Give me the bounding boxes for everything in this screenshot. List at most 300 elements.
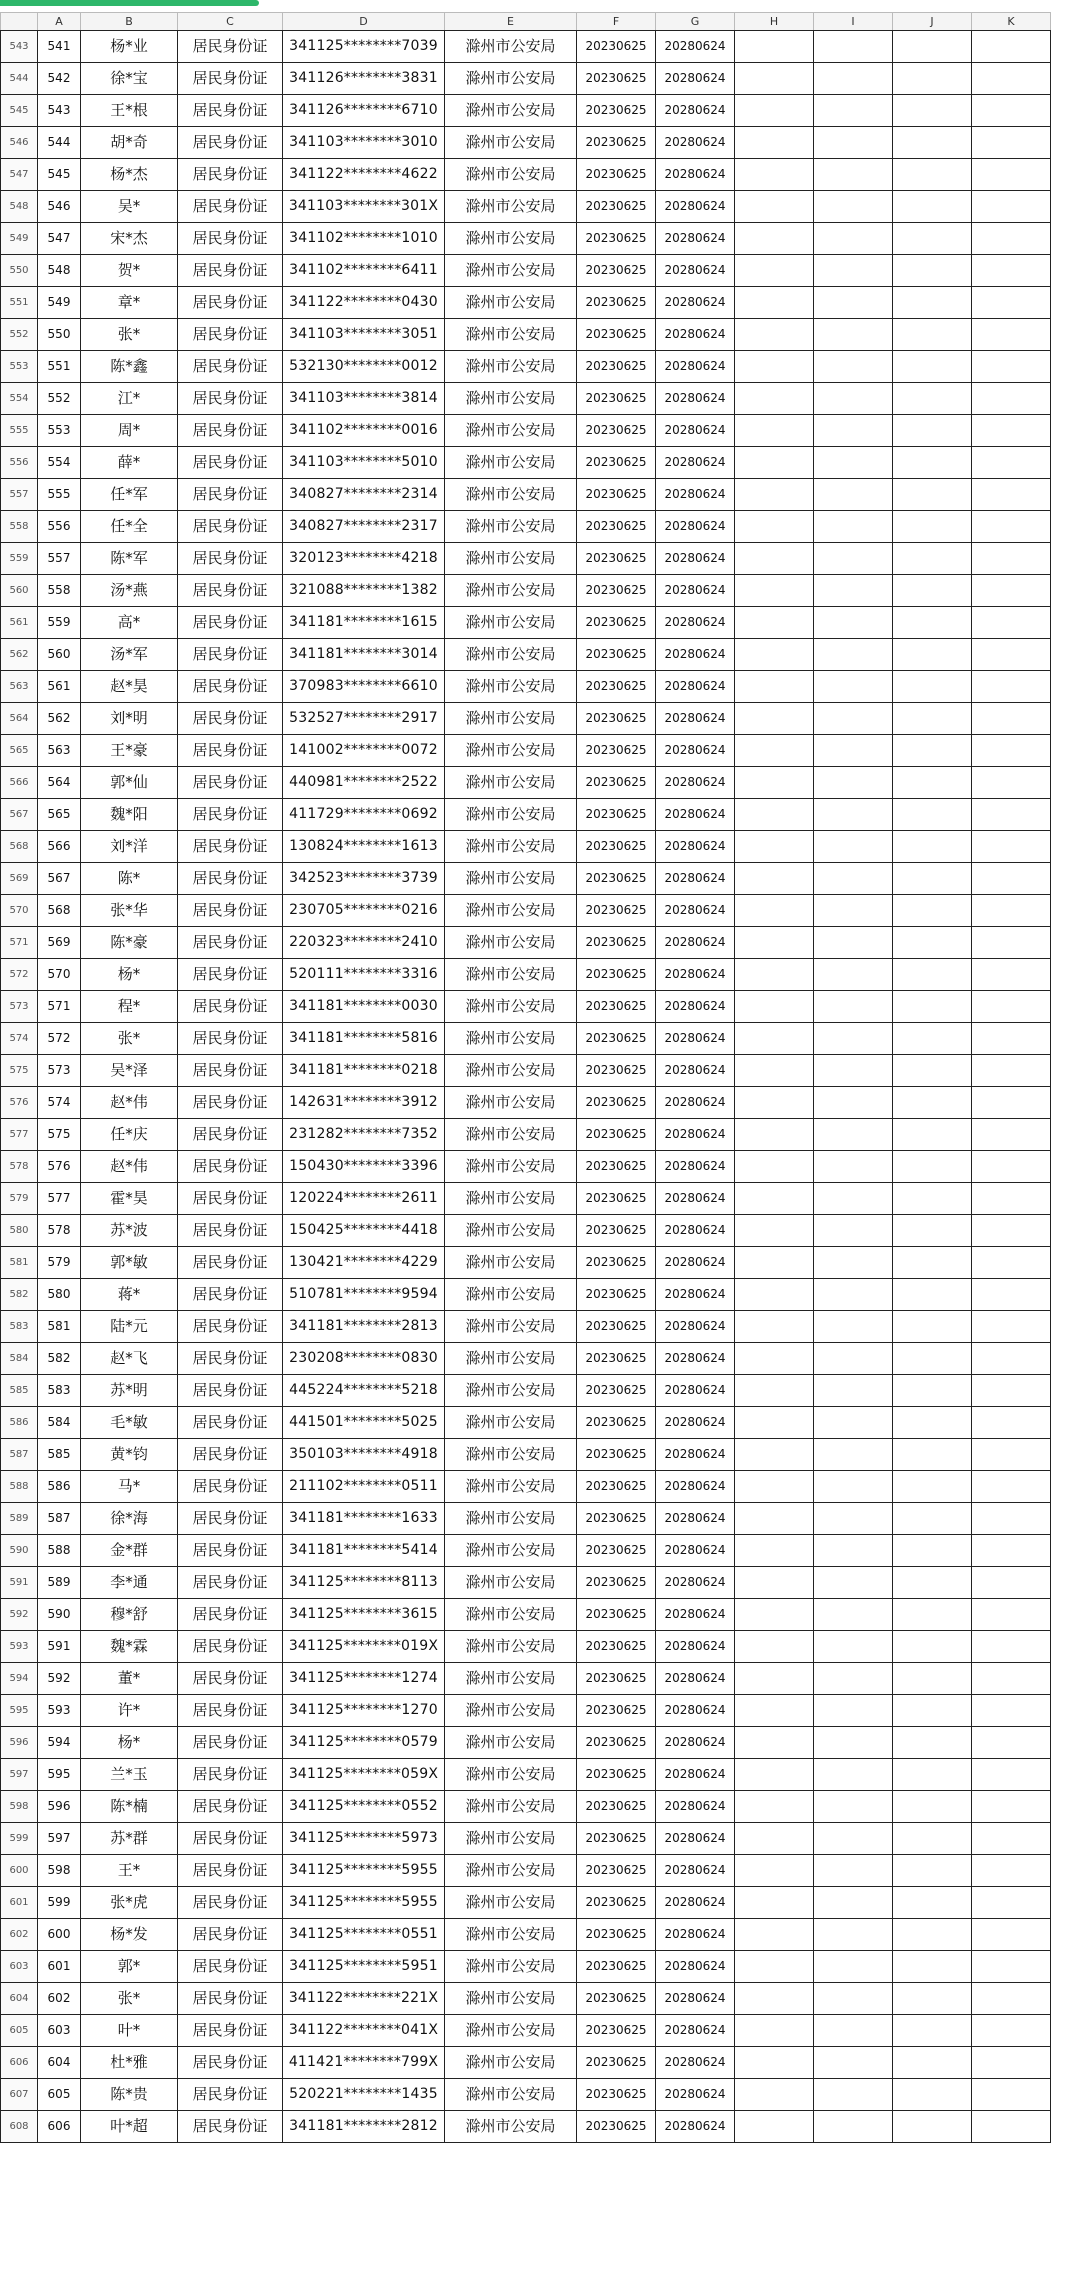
cell-c[interactable]: 居民身份证: [178, 1695, 283, 1727]
cell-c[interactable]: 居民身份证: [178, 2079, 283, 2111]
cell-a[interactable]: 593: [38, 1695, 81, 1727]
cell-i[interactable]: [814, 799, 893, 831]
cell-h[interactable]: [735, 991, 814, 1023]
cell-i[interactable]: [814, 1503, 893, 1535]
cell-b[interactable]: 任*庆: [81, 1119, 178, 1151]
cell-b[interactable]: 董*: [81, 1663, 178, 1695]
cell-i[interactable]: [814, 703, 893, 735]
cell-g[interactable]: 20280624: [656, 1599, 735, 1631]
cell-g[interactable]: 20280624: [656, 735, 735, 767]
row-header[interactable]: 570: [1, 895, 38, 927]
cell-i[interactable]: [814, 95, 893, 127]
cell-i[interactable]: [814, 2047, 893, 2079]
cell-i[interactable]: [814, 159, 893, 191]
cell-i[interactable]: [814, 607, 893, 639]
cell-b[interactable]: 赵*飞: [81, 1343, 178, 1375]
cell-b[interactable]: 任*军: [81, 479, 178, 511]
cell-e[interactable]: 滁州市公安局: [445, 1279, 577, 1311]
cell-j[interactable]: [893, 735, 972, 767]
cell-g[interactable]: 20280624: [656, 1215, 735, 1247]
cell-b[interactable]: 宋*杰: [81, 223, 178, 255]
row-header[interactable]: 602: [1, 1919, 38, 1951]
cell-d[interactable]: 341125********0551: [283, 1919, 445, 1951]
cell-j[interactable]: [893, 31, 972, 63]
row-header[interactable]: 580: [1, 1215, 38, 1247]
cell-b[interactable]: 金*群: [81, 1535, 178, 1567]
cell-j[interactable]: [893, 1983, 972, 2015]
cell-g[interactable]: 20280624: [656, 1343, 735, 1375]
cell-a[interactable]: 598: [38, 1855, 81, 1887]
cell-g[interactable]: 20280624: [656, 575, 735, 607]
cell-f[interactable]: 20230625: [577, 1183, 656, 1215]
cell-f[interactable]: 20230625: [577, 735, 656, 767]
cell-k[interactable]: [972, 959, 1051, 991]
cell-j[interactable]: [893, 1855, 972, 1887]
cell-h[interactable]: [735, 2079, 814, 2111]
cell-b[interactable]: 魏*霖: [81, 1631, 178, 1663]
cell-f[interactable]: 20230625: [577, 1823, 656, 1855]
cell-c[interactable]: 居民身份证: [178, 1535, 283, 1567]
cell-a[interactable]: 545: [38, 159, 81, 191]
cell-k[interactable]: [972, 831, 1051, 863]
cell-g[interactable]: 20280624: [656, 1471, 735, 1503]
cell-i[interactable]: [814, 863, 893, 895]
cell-c[interactable]: 居民身份证: [178, 1183, 283, 1215]
cell-g[interactable]: 20280624: [656, 1535, 735, 1567]
cell-j[interactable]: [893, 895, 972, 927]
column-header-c[interactable]: C: [178, 13, 283, 31]
cell-i[interactable]: [814, 2079, 893, 2111]
cell-j[interactable]: [893, 1567, 972, 1599]
cell-i[interactable]: [814, 1727, 893, 1759]
cell-a[interactable]: 600: [38, 1919, 81, 1951]
column-header-k[interactable]: K: [972, 13, 1051, 31]
cell-d[interactable]: 510781********9594: [283, 1279, 445, 1311]
cell-j[interactable]: [893, 415, 972, 447]
cell-b[interactable]: 叶*: [81, 2015, 178, 2047]
cell-c[interactable]: 居民身份证: [178, 479, 283, 511]
cell-b[interactable]: 苏*群: [81, 1823, 178, 1855]
cell-h[interactable]: [735, 319, 814, 351]
cell-f[interactable]: 20230625: [577, 1407, 656, 1439]
cell-e[interactable]: 滁州市公安局: [445, 255, 577, 287]
cell-h[interactable]: [735, 95, 814, 127]
row-header[interactable]: 605: [1, 2015, 38, 2047]
cell-e[interactable]: 滁州市公安局: [445, 223, 577, 255]
cell-e[interactable]: 滁州市公安局: [445, 1791, 577, 1823]
cell-h[interactable]: [735, 543, 814, 575]
row-header[interactable]: 601: [1, 1887, 38, 1919]
cell-g[interactable]: 20280624: [656, 1823, 735, 1855]
cell-c[interactable]: 居民身份证: [178, 1055, 283, 1087]
cell-h[interactable]: [735, 31, 814, 63]
row-header[interactable]: 578: [1, 1151, 38, 1183]
cell-e[interactable]: 滁州市公安局: [445, 1951, 577, 1983]
cell-f[interactable]: 20230625: [577, 1791, 656, 1823]
cell-a[interactable]: 591: [38, 1631, 81, 1663]
cell-g[interactable]: 20280624: [656, 1791, 735, 1823]
cell-g[interactable]: 20280624: [656, 2079, 735, 2111]
cell-e[interactable]: 滁州市公安局: [445, 1183, 577, 1215]
cell-i[interactable]: [814, 1119, 893, 1151]
cell-h[interactable]: [735, 1983, 814, 2015]
cell-k[interactable]: [972, 1759, 1051, 1791]
cell-g[interactable]: 20280624: [656, 767, 735, 799]
cell-e[interactable]: 滁州市公安局: [445, 415, 577, 447]
cell-d[interactable]: 341125********1270: [283, 1695, 445, 1727]
cell-a[interactable]: 556: [38, 511, 81, 543]
cell-e[interactable]: 滁州市公安局: [445, 1599, 577, 1631]
cell-b[interactable]: 赵*伟: [81, 1151, 178, 1183]
cell-k[interactable]: [972, 735, 1051, 767]
row-header[interactable]: 556: [1, 447, 38, 479]
cell-h[interactable]: [735, 1727, 814, 1759]
cell-a[interactable]: 542: [38, 63, 81, 95]
row-header[interactable]: 590: [1, 1535, 38, 1567]
cell-j[interactable]: [893, 1663, 972, 1695]
cell-h[interactable]: [735, 1055, 814, 1087]
cell-i[interactable]: [814, 1023, 893, 1055]
cell-a[interactable]: 550: [38, 319, 81, 351]
cell-e[interactable]: 滁州市公安局: [445, 1503, 577, 1535]
cell-e[interactable]: 滁州市公安局: [445, 1055, 577, 1087]
cell-i[interactable]: [814, 575, 893, 607]
cell-g[interactable]: 20280624: [656, 1759, 735, 1791]
row-header[interactable]: 583: [1, 1311, 38, 1343]
cell-f[interactable]: 20230625: [577, 1375, 656, 1407]
cell-d[interactable]: 142631********3912: [283, 1087, 445, 1119]
cell-h[interactable]: [735, 575, 814, 607]
cell-k[interactable]: [972, 1183, 1051, 1215]
cell-h[interactable]: [735, 1247, 814, 1279]
cell-i[interactable]: [814, 1791, 893, 1823]
cell-c[interactable]: 居民身份证: [178, 511, 283, 543]
cell-g[interactable]: 20280624: [656, 287, 735, 319]
cell-e[interactable]: 滁州市公安局: [445, 1343, 577, 1375]
cell-c[interactable]: 居民身份证: [178, 1439, 283, 1471]
cell-b[interactable]: 汤*军: [81, 639, 178, 671]
cell-b[interactable]: 吴*泽: [81, 1055, 178, 1087]
cell-c[interactable]: 居民身份证: [178, 1599, 283, 1631]
cell-c[interactable]: 居民身份证: [178, 1247, 283, 1279]
cell-b[interactable]: 王*: [81, 1855, 178, 1887]
cell-j[interactable]: [893, 1343, 972, 1375]
cell-c[interactable]: 居民身份证: [178, 191, 283, 223]
cell-a[interactable]: 602: [38, 1983, 81, 2015]
cell-b[interactable]: 王*根: [81, 95, 178, 127]
cell-a[interactable]: 583: [38, 1375, 81, 1407]
cell-b[interactable]: 张*华: [81, 895, 178, 927]
cell-b[interactable]: 陈*楠: [81, 1791, 178, 1823]
cell-f[interactable]: 20230625: [577, 447, 656, 479]
cell-c[interactable]: 居民身份证: [178, 2015, 283, 2047]
cell-b[interactable]: 李*通: [81, 1567, 178, 1599]
cell-i[interactable]: [814, 1695, 893, 1727]
cell-b[interactable]: 陈*豪: [81, 927, 178, 959]
cell-h[interactable]: [735, 415, 814, 447]
cell-f[interactable]: 20230625: [577, 95, 656, 127]
row-header[interactable]: 559: [1, 543, 38, 575]
cell-i[interactable]: [814, 351, 893, 383]
select-all-corner[interactable]: [1, 13, 38, 31]
cell-d[interactable]: 341125********7039: [283, 31, 445, 63]
cell-j[interactable]: [893, 1023, 972, 1055]
cell-j[interactable]: [893, 1439, 972, 1471]
cell-a[interactable]: 579: [38, 1247, 81, 1279]
row-header[interactable]: 586: [1, 1407, 38, 1439]
cell-e[interactable]: 滁州市公安局: [445, 1855, 577, 1887]
cell-e[interactable]: 滁州市公安局: [445, 2047, 577, 2079]
cell-a[interactable]: 544: [38, 127, 81, 159]
cell-c[interactable]: 居民身份证: [178, 31, 283, 63]
cell-a[interactable]: 541: [38, 31, 81, 63]
cell-g[interactable]: 20280624: [656, 2111, 735, 2143]
cell-j[interactable]: [893, 1631, 972, 1663]
row-header[interactable]: 595: [1, 1695, 38, 1727]
cell-c[interactable]: 居民身份证: [178, 767, 283, 799]
cell-j[interactable]: [893, 1791, 972, 1823]
cell-k[interactable]: [972, 63, 1051, 95]
row-header[interactable]: 574: [1, 1023, 38, 1055]
cell-h[interactable]: [735, 1503, 814, 1535]
cell-c[interactable]: 居民身份证: [178, 447, 283, 479]
cell-j[interactable]: [893, 511, 972, 543]
cell-f[interactable]: 20230625: [577, 1759, 656, 1791]
cell-a[interactable]: 572: [38, 1023, 81, 1055]
cell-c[interactable]: 居民身份证: [178, 1119, 283, 1151]
cell-a[interactable]: 551: [38, 351, 81, 383]
cell-d[interactable]: 340827********2317: [283, 511, 445, 543]
cell-e[interactable]: 滁州市公安局: [445, 1439, 577, 1471]
cell-f[interactable]: 20230625: [577, 191, 656, 223]
cell-k[interactable]: [972, 1119, 1051, 1151]
cell-e[interactable]: 滁州市公安局: [445, 1663, 577, 1695]
cell-a[interactable]: 567: [38, 863, 81, 895]
cell-d[interactable]: 130421********4229: [283, 1247, 445, 1279]
cell-a[interactable]: 564: [38, 767, 81, 799]
cell-a[interactable]: 577: [38, 1183, 81, 1215]
cell-f[interactable]: 20230625: [577, 1055, 656, 1087]
cell-e[interactable]: 滁州市公安局: [445, 671, 577, 703]
cell-f[interactable]: 20230625: [577, 63, 656, 95]
cell-d[interactable]: 341181********2812: [283, 2111, 445, 2143]
cell-k[interactable]: [972, 1151, 1051, 1183]
cell-k[interactable]: [972, 1919, 1051, 1951]
cell-c[interactable]: 居民身份证: [178, 1951, 283, 1983]
cell-f[interactable]: 20230625: [577, 863, 656, 895]
cell-f[interactable]: 20230625: [577, 351, 656, 383]
cell-b[interactable]: 刘*洋: [81, 831, 178, 863]
cell-k[interactable]: [972, 191, 1051, 223]
cell-a[interactable]: 552: [38, 383, 81, 415]
cell-g[interactable]: 20280624: [656, 415, 735, 447]
row-header[interactable]: 596: [1, 1727, 38, 1759]
cell-k[interactable]: [972, 927, 1051, 959]
cell-d[interactable]: 440981********2522: [283, 767, 445, 799]
cell-c[interactable]: 居民身份证: [178, 1215, 283, 1247]
cell-a[interactable]: 581: [38, 1311, 81, 1343]
cell-d[interactable]: 220323********2410: [283, 927, 445, 959]
cell-g[interactable]: 20280624: [656, 1855, 735, 1887]
cell-f[interactable]: 20230625: [577, 767, 656, 799]
cell-j[interactable]: [893, 799, 972, 831]
cell-g[interactable]: 20280624: [656, 1023, 735, 1055]
cell-j[interactable]: [893, 319, 972, 351]
cell-c[interactable]: 居民身份证: [178, 1343, 283, 1375]
row-header[interactable]: 606: [1, 2047, 38, 2079]
cell-e[interactable]: 滁州市公安局: [445, 63, 577, 95]
cell-j[interactable]: [893, 1471, 972, 1503]
cell-k[interactable]: [972, 1503, 1051, 1535]
cell-f[interactable]: 20230625: [577, 1951, 656, 1983]
cell-a[interactable]: 553: [38, 415, 81, 447]
cell-k[interactable]: [972, 319, 1051, 351]
row-header[interactable]: 550: [1, 255, 38, 287]
cell-c[interactable]: 居民身份证: [178, 1823, 283, 1855]
cell-e[interactable]: 滁州市公安局: [445, 127, 577, 159]
cell-f[interactable]: 20230625: [577, 1279, 656, 1311]
cell-k[interactable]: [972, 703, 1051, 735]
cell-h[interactable]: [735, 799, 814, 831]
cell-f[interactable]: 20230625: [577, 2015, 656, 2047]
cell-a[interactable]: 543: [38, 95, 81, 127]
cell-i[interactable]: [814, 991, 893, 1023]
cell-c[interactable]: 居民身份证: [178, 1567, 283, 1599]
cell-f[interactable]: 20230625: [577, 1471, 656, 1503]
cell-k[interactable]: [972, 31, 1051, 63]
cell-g[interactable]: 20280624: [656, 447, 735, 479]
cell-f[interactable]: 20230625: [577, 2047, 656, 2079]
cell-i[interactable]: [814, 1663, 893, 1695]
cell-c[interactable]: 居民身份证: [178, 959, 283, 991]
cell-i[interactable]: [814, 1375, 893, 1407]
cell-b[interactable]: 杨*发: [81, 1919, 178, 1951]
cell-a[interactable]: 562: [38, 703, 81, 735]
cell-h[interactable]: [735, 2015, 814, 2047]
cell-d[interactable]: 341125********3615: [283, 1599, 445, 1631]
row-header[interactable]: 598: [1, 1791, 38, 1823]
cell-a[interactable]: 576: [38, 1151, 81, 1183]
cell-j[interactable]: [893, 1087, 972, 1119]
cell-h[interactable]: [735, 1695, 814, 1727]
cell-k[interactable]: [972, 1855, 1051, 1887]
cell-c[interactable]: 居民身份证: [178, 1503, 283, 1535]
row-header[interactable]: 544: [1, 63, 38, 95]
cell-e[interactable]: 滁州市公安局: [445, 479, 577, 511]
cell-g[interactable]: 20280624: [656, 831, 735, 863]
cell-c[interactable]: 居民身份证: [178, 1023, 283, 1055]
cell-a[interactable]: 573: [38, 1055, 81, 1087]
cell-i[interactable]: [814, 1951, 893, 1983]
cell-h[interactable]: [735, 1471, 814, 1503]
cell-b[interactable]: 杜*雅: [81, 2047, 178, 2079]
cell-f[interactable]: 20230625: [577, 959, 656, 991]
cell-d[interactable]: 341181********0218: [283, 1055, 445, 1087]
cell-d[interactable]: 341181********3014: [283, 639, 445, 671]
cell-e[interactable]: 滁州市公安局: [445, 351, 577, 383]
cell-e[interactable]: 滁州市公安局: [445, 767, 577, 799]
cell-k[interactable]: [972, 1951, 1051, 1983]
cell-k[interactable]: [972, 351, 1051, 383]
cell-f[interactable]: 20230625: [577, 1919, 656, 1951]
cell-d[interactable]: 341125********5951: [283, 1951, 445, 1983]
cell-b[interactable]: 杨*业: [81, 31, 178, 63]
cell-k[interactable]: [972, 2111, 1051, 2143]
cell-c[interactable]: 居民身份证: [178, 1087, 283, 1119]
cell-j[interactable]: [893, 447, 972, 479]
row-header[interactable]: 554: [1, 383, 38, 415]
cell-h[interactable]: [735, 2111, 814, 2143]
cell-g[interactable]: 20280624: [656, 1311, 735, 1343]
cell-g[interactable]: 20280624: [656, 1247, 735, 1279]
cell-g[interactable]: 20280624: [656, 319, 735, 351]
cell-h[interactable]: [735, 383, 814, 415]
cell-c[interactable]: 居民身份证: [178, 255, 283, 287]
cell-e[interactable]: 滁州市公安局: [445, 1727, 577, 1759]
cell-k[interactable]: [972, 95, 1051, 127]
cell-b[interactable]: 杨*: [81, 1727, 178, 1759]
cell-d[interactable]: 341125********1274: [283, 1663, 445, 1695]
cell-a[interactable]: 546: [38, 191, 81, 223]
cell-j[interactable]: [893, 2015, 972, 2047]
cell-i[interactable]: [814, 1823, 893, 1855]
cell-h[interactable]: [735, 1919, 814, 1951]
cell-a[interactable]: 592: [38, 1663, 81, 1695]
cell-a[interactable]: 590: [38, 1599, 81, 1631]
cell-f[interactable]: 20230625: [577, 1119, 656, 1151]
cell-a[interactable]: 597: [38, 1823, 81, 1855]
cell-c[interactable]: 居民身份证: [178, 991, 283, 1023]
cell-c[interactable]: 居民身份证: [178, 319, 283, 351]
cell-h[interactable]: [735, 159, 814, 191]
cell-e[interactable]: 滁州市公安局: [445, 863, 577, 895]
cell-i[interactable]: [814, 959, 893, 991]
cell-i[interactable]: [814, 415, 893, 447]
row-header[interactable]: 560: [1, 575, 38, 607]
cell-f[interactable]: 20230625: [577, 1087, 656, 1119]
cell-h[interactable]: [735, 1951, 814, 1983]
cell-d[interactable]: 341181********5816: [283, 1023, 445, 1055]
cell-j[interactable]: [893, 1695, 972, 1727]
cell-b[interactable]: 黄*钧: [81, 1439, 178, 1471]
cell-c[interactable]: 居民身份证: [178, 863, 283, 895]
cell-a[interactable]: 584: [38, 1407, 81, 1439]
cell-b[interactable]: 胡*奇: [81, 127, 178, 159]
cell-j[interactable]: [893, 639, 972, 671]
cell-j[interactable]: [893, 255, 972, 287]
cell-d[interactable]: 211102********0511: [283, 1471, 445, 1503]
cell-f[interactable]: 20230625: [577, 127, 656, 159]
cell-f[interactable]: 20230625: [577, 1695, 656, 1727]
cell-i[interactable]: [814, 831, 893, 863]
cell-e[interactable]: 滁州市公安局: [445, 1887, 577, 1919]
cell-f[interactable]: 20230625: [577, 1631, 656, 1663]
row-header[interactable]: 564: [1, 703, 38, 735]
cell-e[interactable]: 滁州市公安局: [445, 1695, 577, 1727]
cell-c[interactable]: 居民身份证: [178, 383, 283, 415]
cell-i[interactable]: [814, 1311, 893, 1343]
cell-j[interactable]: [893, 2079, 972, 2111]
cell-d[interactable]: 230208********0830: [283, 1343, 445, 1375]
cell-k[interactable]: [972, 479, 1051, 511]
cell-h[interactable]: [735, 703, 814, 735]
cell-e[interactable]: 滁州市公安局: [445, 1471, 577, 1503]
cell-b[interactable]: 毛*敏: [81, 1407, 178, 1439]
cell-e[interactable]: 滁州市公安局: [445, 191, 577, 223]
cell-f[interactable]: 20230625: [577, 1247, 656, 1279]
cell-b[interactable]: 高*: [81, 607, 178, 639]
cell-b[interactable]: 陆*元: [81, 1311, 178, 1343]
